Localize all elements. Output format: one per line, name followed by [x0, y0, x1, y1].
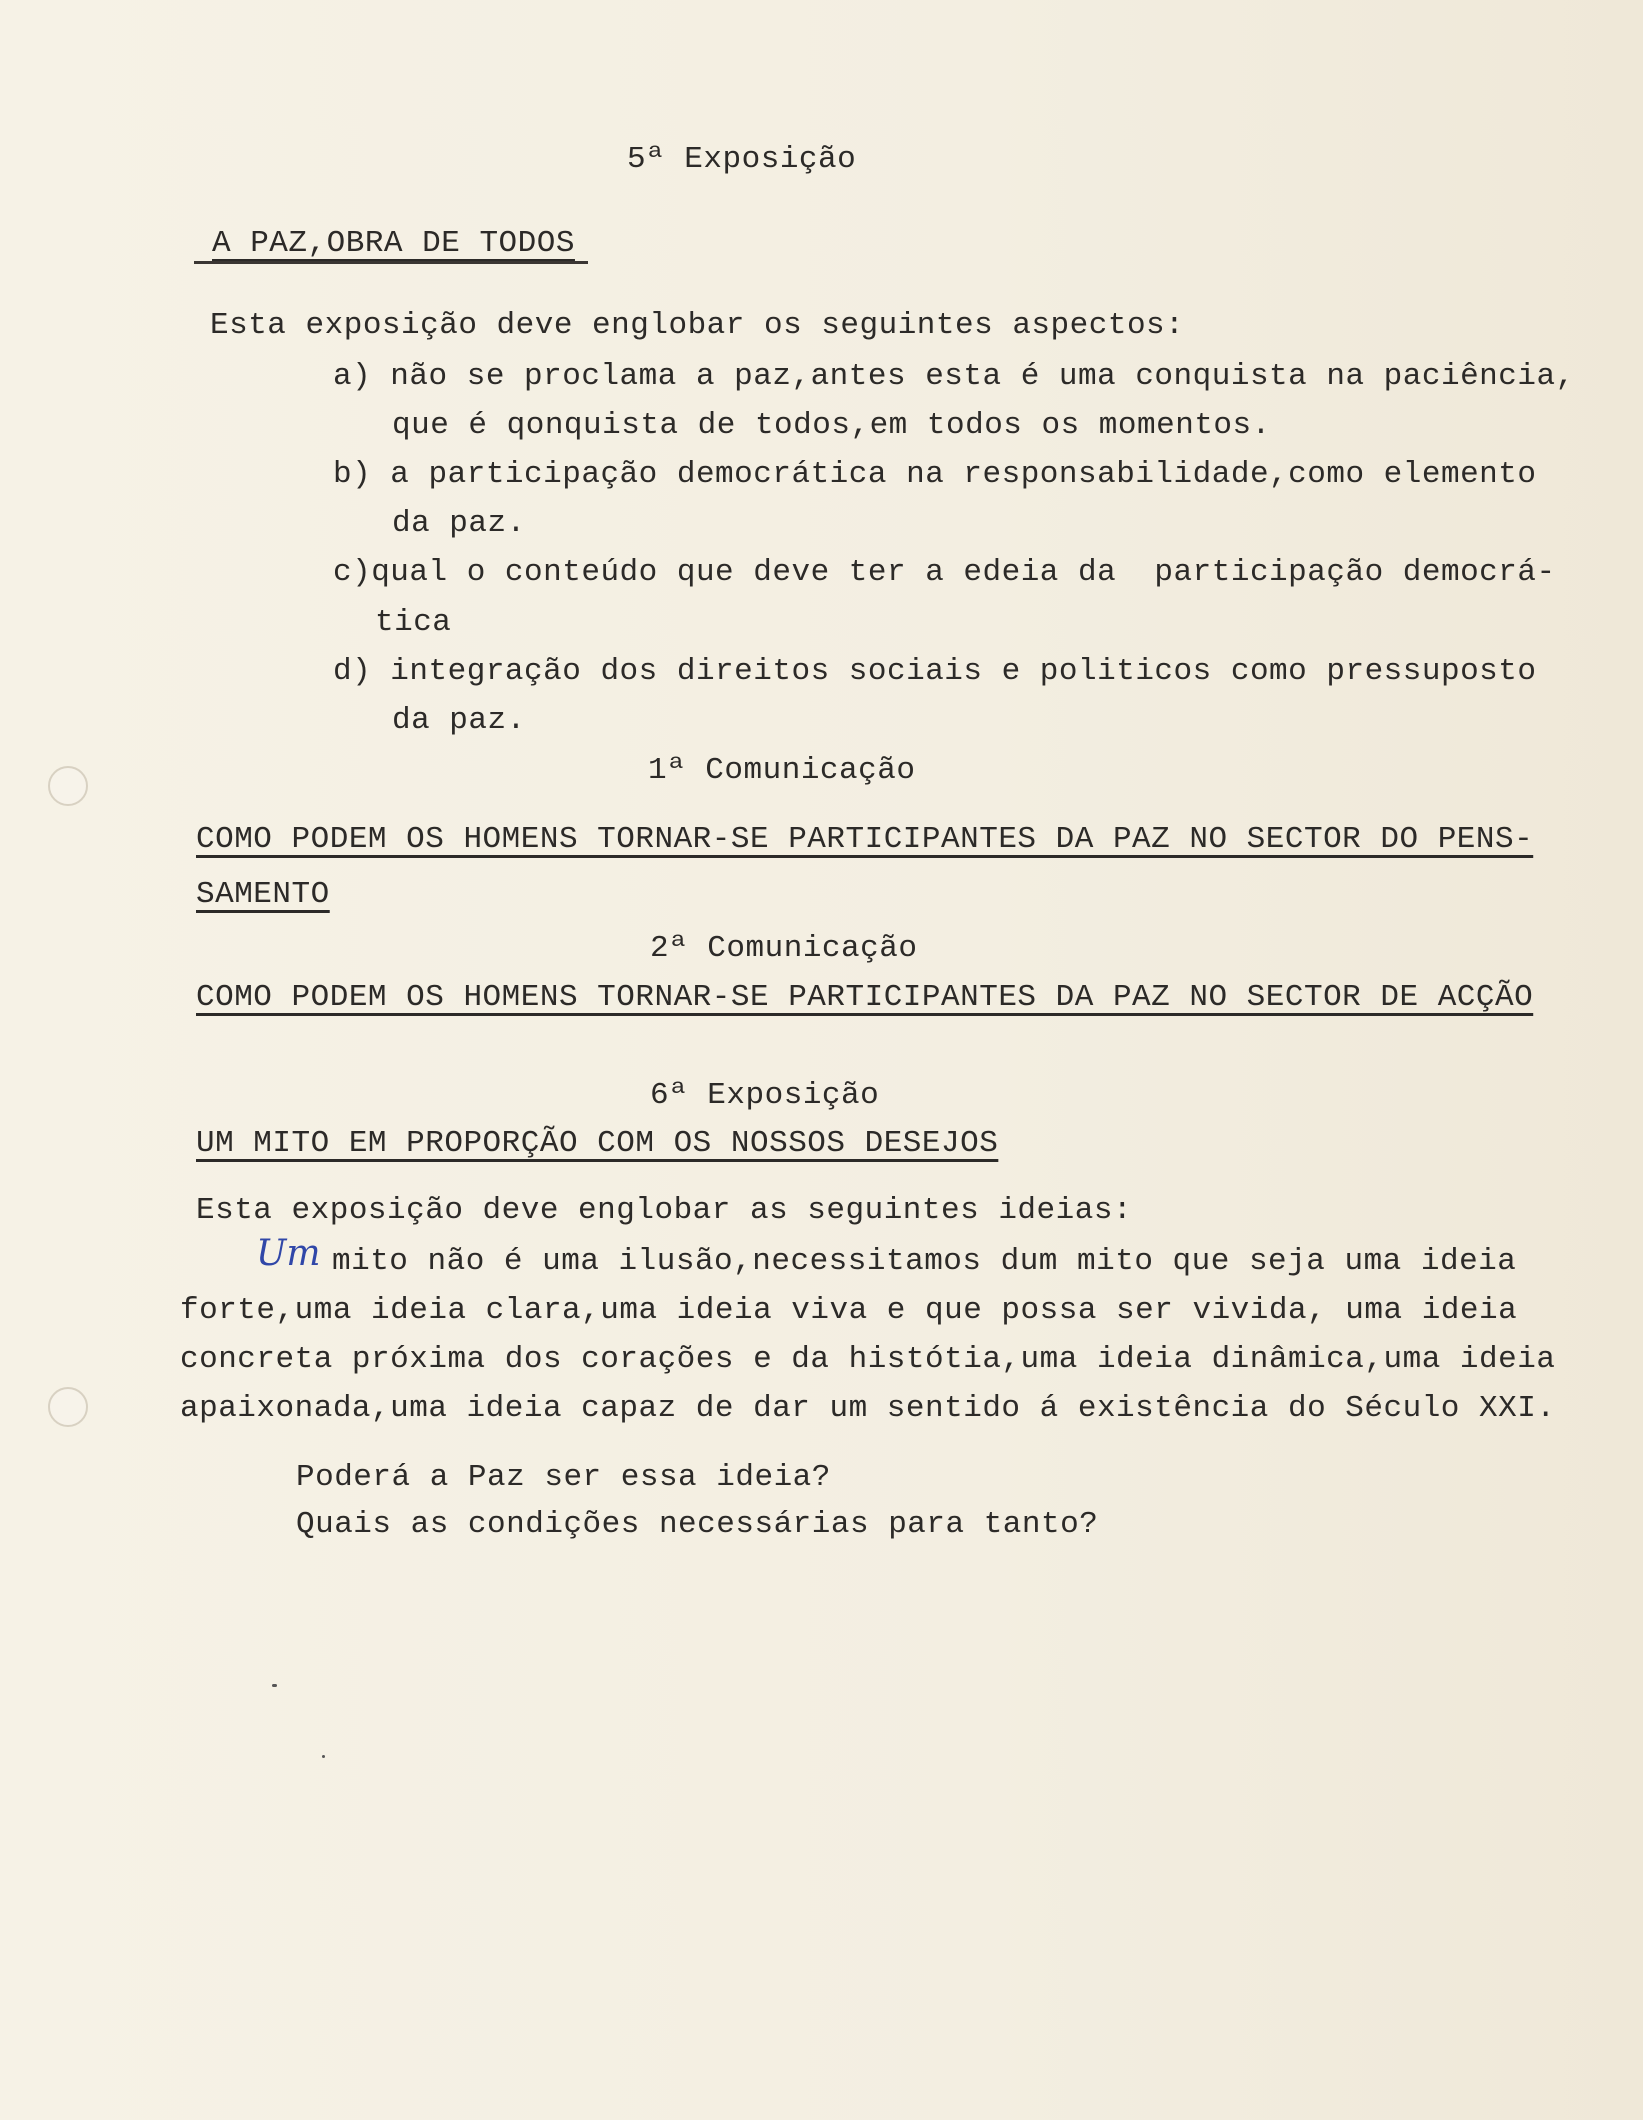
comunicacao-heading-1: 1ª Comunicação [648, 753, 916, 788]
paragraph-6-line-4: apaixonada,uma ideia capaz de dar um sentido á existência do Século XXI. [180, 1391, 1556, 1426]
punch-hole-top [48, 766, 88, 806]
paragraph-6-line-2: forte,uma ideia clara,uma ideia viva e que possa ser vivida, uma ideia [180, 1293, 1518, 1328]
title-underline-5 [194, 261, 588, 264]
comunicacao-title-1-line-1: COMO PODEM OS HOMENS TORNAR-SE PARTICIPANTES DA PAZ NO SECTOR DO PENS- [196, 822, 1534, 857]
item-d-line-1: d) integração dos direitos sociais e politicos como pressuposto [333, 654, 1537, 689]
intro-5: Esta exposição deve englobar os seguintes aspectos: [210, 308, 1185, 343]
item-c-line-1: c)qual o conteúdo que deve ter a edeia da participação democrá- [333, 555, 1556, 590]
question-2: Quais as condições necessárias para tanto? [296, 1507, 1099, 1542]
item-b-line-2: da paz. [392, 506, 526, 541]
item-b-line-1: b) a participação democrática na responsabilidade,como elemento [333, 457, 1537, 492]
comunicacao-title-2: COMO PODEM OS HOMENS TORNAR-SE PARTICIPANTES DA PAZ NO SECTOR DE ACÇÃO [196, 980, 1534, 1015]
item-a-line-2: que é qonquista de todos,em todos os momentos. [392, 408, 1271, 443]
paragraph-6-line-1: mito não é uma ilusão,necessitamos dum mito que seja uma ideia [332, 1244, 1517, 1279]
section-heading-5: 5ª Exposição [627, 142, 857, 177]
section-title-5: A PAZ,OBRA DE TODOS [212, 226, 575, 261]
intro-6: Esta exposição deve englobar as seguintes ideias: [196, 1193, 1133, 1228]
paragraph-6-line-3: concreta próxima dos corações e da histótia,uma ideia dinâmica,uma ideia [180, 1342, 1556, 1377]
ink-speck [322, 1755, 325, 1758]
handwritten-correction: Um [256, 1233, 321, 1274]
section-heading-6: 6ª Exposição [650, 1078, 880, 1113]
item-a-line-1: a) não se proclama a paz,antes esta é uma conquista na paciência, [333, 359, 1575, 394]
section-title-6: UM MITO EM PROPORÇÃO COM OS NOSSOS DESEJOS [196, 1126, 999, 1161]
ink-speck [272, 1684, 277, 1687]
punch-hole-bottom [48, 1387, 88, 1427]
question-1: Poderá a Paz ser essa ideia? [296, 1460, 831, 1495]
item-d-line-2: da paz. [392, 703, 526, 738]
comunicacao-heading-2: 2ª Comunicação [650, 931, 918, 966]
item-c-line-2: tica [375, 605, 452, 640]
comunicacao-title-1-line-2: SAMENTO [196, 877, 330, 912]
